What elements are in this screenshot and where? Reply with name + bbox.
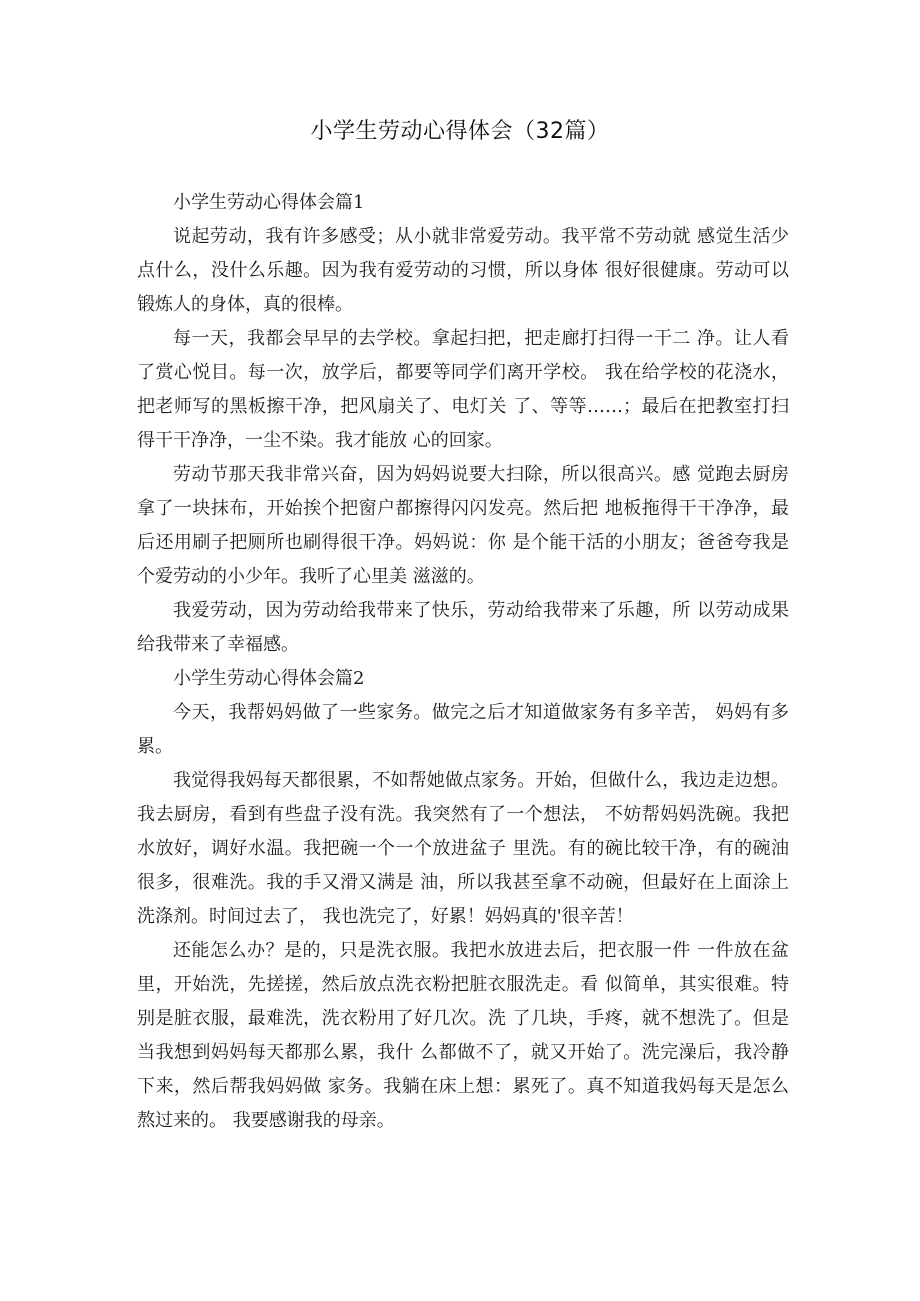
section-heading: 小学生劳动心得体会篇1 bbox=[173, 192, 365, 213]
document-body bbox=[137, 186, 789, 1138]
section-heading: 小学生劳动心得体会篇2 bbox=[173, 668, 365, 689]
paragraph: 还能怎么办？是的，只是洗衣服。我把水放进去后，把衣服一件 一件放在盆里，开始洗，先搓搓，然后放点洗衣粉把脏衣服洗走。看 似简单，其实很难。特别是脏衣服，最难洗，洗衣粉用了好几次。洗 了几块，手疼，就不想洗了。但是当我想到妈妈每天都那么累，我什 么都做不了，就又开始了。洗完澡后，我冷静下来，然后帮我妈妈做 家务。我躺在床上想：累死了。真不知道我妈每天是怎么熬过来的。 我要感谢我的母亲。 bbox=[137, 940, 789, 1131]
paragraph: 每一天，我都会早早的去学校。拿起扫把，把走廊打扫得一干二 净。让人看了赏心悦目。每一次，放学后，都要等同学们离开学校。 我在给学校的花浇水，把老师写的黑板擦干净，把风扇关了、电灯关 了、等等……；最后在把教室打扫得干干净净，一尘不染。我才能放 心的回家。 bbox=[137, 328, 789, 451]
paragraph: 我觉得我妈每天都很累，不如帮她做点家务。开始，但做什么，我边走边想。我去厨房，看到有些盘子没有洗。我突然有了一个想法， 不妨帮妈妈洗碗。我把水放好，调好水温。我把碗一个一个放进盆子 里洗。有的碗比较干净，有的碗油很多，很难洗。我的手又滑又满是 油，所以我甚至拿不动碗，但最好在上面涂上洗涤剂。时间过去了， 我也洗完了，好累！妈妈真的'很辛苦！ bbox=[137, 770, 789, 927]
paragraph: 说起劳动，我有许多感受；从小就非常爱劳动。我平常不劳动就 感觉生活少点什么，没什么乐趣。因为我有爱劳动的习惯，所以身体 很好很健康。劳动可以锻炼人的身体，真的很棒。 bbox=[137, 226, 789, 315]
paragraph: 我爱劳动，因为劳动给我带来了快乐，劳动给我带来了乐趣，所 以劳动成果给我带来了幸福感。 bbox=[137, 600, 789, 655]
paragraph: 今天，我帮妈妈做了一些家务。做完之后才知道做家务有多辛苦， 妈妈有多累。 bbox=[137, 702, 789, 757]
paragraph: 劳动节那天我非常兴奋，因为妈妈说要大扫除，所以很高兴。感 觉跑去厨房拿了一块抹布，开始挨个把窗户都擦得闪闪发亮。然后把 地板拖得干干净净，最后还用刷子把厕所也刷得很干净。妈妈说：你 是个能干活的小朋友；爸爸夸我是个爱劳动的小少年。我听了心里美 滋滋的。 bbox=[137, 464, 789, 587]
document-title: 小学生劳动心得体会（32篇） bbox=[310, 119, 610, 144]
